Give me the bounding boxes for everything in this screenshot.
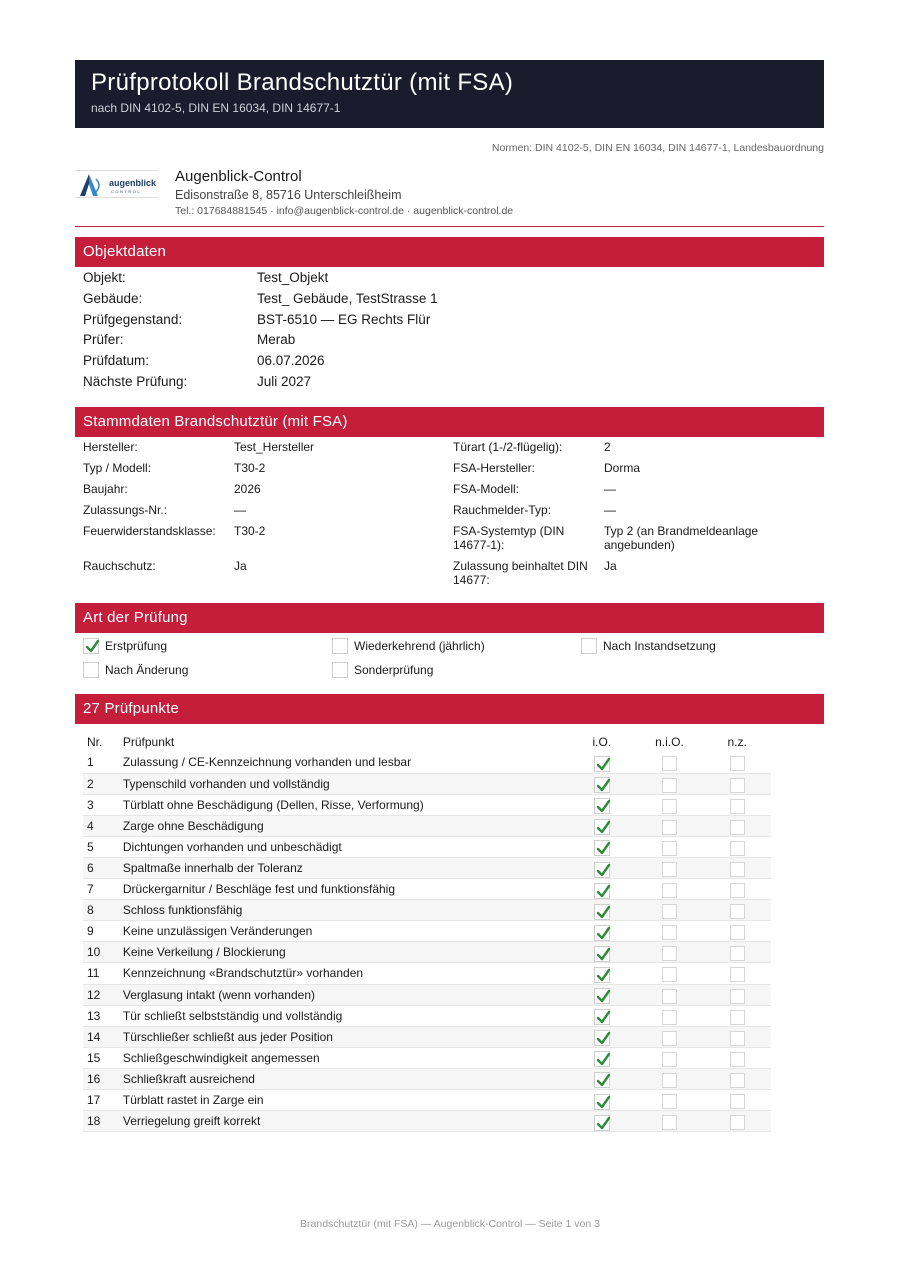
cell-nz [703, 900, 771, 921]
stammdaten-value: T30-2 [234, 524, 266, 538]
row-number: 1 [83, 752, 119, 773]
cell-nz [703, 1005, 771, 1026]
cell-io [568, 1090, 636, 1111]
table-row [83, 1090, 771, 1111]
nio-checkbox[interactable] [662, 820, 677, 835]
cell-nz [703, 879, 771, 900]
stammdaten-value: — [234, 503, 246, 517]
art-option[interactable] [581, 638, 716, 654]
nio-checkbox[interactable] [662, 799, 677, 814]
row-pruefpunkt: Dichtungen vorhanden und unbeschädigt [119, 836, 568, 857]
art-checkbox[interactable] [581, 638, 597, 654]
objektdaten-row [83, 270, 438, 291]
art-option[interactable] [332, 662, 433, 678]
cell-nio [636, 942, 704, 963]
stammdaten-key: Rauchschutz: [83, 559, 156, 573]
row-pruefpunkt: Verriegelung greift korrekt [119, 1111, 568, 1132]
row-number: 3 [83, 794, 119, 815]
io-checkbox[interactable] [594, 756, 610, 772]
io-checkbox[interactable] [594, 988, 610, 1004]
cell-nz [703, 815, 771, 836]
stammdaten-value: Dorma [604, 461, 641, 475]
col-header-nr: Nr. [87, 734, 103, 749]
cell-io [568, 900, 636, 921]
col-header-io: i.O. [592, 734, 612, 749]
objektdaten-value: 06.07.2026 [257, 353, 325, 369]
row-pruefpunkt: Zarge ohne Beschädigung [119, 815, 568, 836]
art-option[interactable] [332, 638, 485, 654]
io-checkbox[interactable] [594, 1051, 610, 1067]
cell-io [568, 773, 636, 794]
cell-nz [703, 857, 771, 878]
io-checkbox[interactable] [594, 862, 610, 878]
nio-checkbox[interactable] [662, 1094, 677, 1109]
table-row [83, 794, 771, 815]
row-number: 15 [83, 1047, 119, 1068]
stammdaten-row [83, 482, 823, 503]
row-number: 17 [83, 1090, 119, 1111]
nio-checkbox[interactable] [662, 1010, 677, 1025]
nz-checkbox[interactable] [730, 883, 745, 898]
row-number: 18 [83, 1111, 119, 1132]
row-number: 2 [83, 773, 119, 794]
cell-io [568, 879, 636, 900]
art-checkbox[interactable] [83, 638, 99, 654]
cell-nz [703, 963, 771, 984]
checkmark-icon [596, 1010, 611, 1025]
page-footer: Brandschutztür (mit FSA) — Augenblick-Control — Seite 1 von 3 [300, 1218, 600, 1230]
cell-nio [636, 752, 704, 773]
objektdaten-value: Juli 2027 [257, 373, 312, 389]
io-checkbox[interactable] [594, 1072, 610, 1088]
stammdaten-value: Ja [234, 559, 247, 573]
logo-subtext: CONTROL [111, 189, 142, 194]
normen-line: Normen: DIN 4102-5, DIN EN 16034, DIN 14677-1, Landesbauordnung [491, 142, 824, 154]
checkmark-icon [596, 799, 611, 814]
objektdaten-value: Test_Objekt [257, 270, 329, 285]
checkmark-icon [596, 968, 611, 983]
nz-checkbox[interactable] [730, 1052, 745, 1067]
row-pruefpunkt: Schließgeschwindigkeit angemessen [119, 1047, 568, 1068]
stammdaten-key: Typ / Modell: [83, 461, 152, 475]
checkmark-icon [596, 989, 611, 1004]
io-checkbox[interactable] [594, 1115, 610, 1131]
cell-nz [703, 773, 771, 794]
table-row [83, 1005, 771, 1026]
nz-checkbox[interactable] [730, 1010, 745, 1025]
row-number: 8 [83, 900, 119, 921]
objektdaten-value: BST-6510 — EG Rechts Flür [257, 311, 431, 327]
table-row [83, 921, 771, 942]
nz-checkbox[interactable] [730, 841, 745, 856]
cell-nio [636, 984, 704, 1005]
io-checkbox[interactable] [594, 1094, 610, 1110]
company-block [75, 165, 824, 227]
row-number: 6 [83, 857, 119, 878]
row-number: 12 [83, 984, 119, 1005]
art-option[interactable] [83, 662, 188, 678]
stammdaten-key: Baujahr: [83, 482, 128, 496]
stammdaten-value: — [604, 503, 616, 517]
row-pruefpunkt: Schloss funktionsfähig [119, 900, 568, 921]
checkmark-icon [596, 947, 611, 962]
cell-nio [636, 1026, 704, 1047]
nio-checkbox[interactable] [662, 841, 677, 856]
nz-checkbox[interactable] [730, 1073, 745, 1088]
nio-checkbox[interactable] [662, 925, 677, 940]
stammdaten-key: Zulassungs-Nr.: [83, 503, 168, 517]
cell-io [568, 1047, 636, 1068]
checkmark-icon [596, 1031, 611, 1046]
nz-checkbox[interactable] [730, 778, 745, 793]
cell-io [568, 1005, 636, 1026]
nz-checkbox[interactable] [730, 862, 745, 877]
nz-checkbox[interactable] [730, 946, 745, 961]
cell-io [568, 815, 636, 836]
checkmark-icon [596, 1095, 611, 1110]
stammdaten-key: FSA-Systemtyp (DIN 14677-1): [453, 524, 565, 552]
objektdaten-row [83, 291, 438, 312]
section-header-pruefpunkte: 27 Prüfpunkte [75, 694, 824, 724]
nio-checkbox[interactable] [662, 904, 677, 919]
row-pruefpunkt: Typenschild vorhanden und vollständig [119, 773, 568, 794]
stammdaten-value: — [604, 482, 616, 496]
art-option-label: Wiederkehrend (jährlich) [354, 639, 485, 653]
objektdaten-value: Test_ Gebäude, TestStrasse 1 [257, 290, 438, 306]
checkmark-icon [596, 926, 611, 941]
cell-nio [636, 921, 704, 942]
io-checkbox[interactable] [594, 819, 610, 835]
table-row [83, 752, 771, 773]
row-number: 16 [83, 1068, 119, 1089]
table-header-row [83, 731, 771, 752]
cell-nio [636, 794, 704, 815]
art-option-label: Nach Instandsetzung [603, 639, 716, 653]
stammdaten-row [83, 524, 823, 559]
objektdaten-value: Merab [257, 332, 296, 348]
cell-nz [703, 1090, 771, 1111]
objektdaten-row [83, 332, 438, 353]
io-checkbox[interactable] [594, 1030, 610, 1046]
cell-io [568, 942, 636, 963]
stammdaten-grid [83, 440, 823, 594]
cell-nz [703, 942, 771, 963]
checkmark-icon [596, 778, 611, 793]
art-option-label: Sonderprüfung [354, 663, 434, 677]
table-row [83, 857, 771, 878]
nz-checkbox[interactable] [730, 925, 745, 940]
objektdaten-key: Nächste Prüfung: [83, 373, 188, 389]
col-header-nio: n.i.O. [655, 734, 684, 749]
cell-nio [636, 1111, 704, 1132]
table-row [83, 1111, 771, 1132]
io-checkbox[interactable] [594, 840, 610, 856]
pruefpunkte-table [83, 731, 771, 1132]
objektdaten-list [83, 270, 438, 395]
row-pruefpunkt: Keine Verkeilung / Blockierung [119, 942, 568, 963]
nio-checkbox[interactable] [662, 1031, 677, 1046]
company-name: Augenblick-Control [175, 168, 302, 185]
cell-io [568, 984, 636, 1005]
nio-checkbox[interactable] [662, 883, 677, 898]
objektdaten-key: Prüfgegenstand: [83, 311, 183, 327]
row-pruefpunkt: Schließkraft ausreichend [119, 1068, 568, 1089]
row-pruefpunkt: Zulassung / CE-Kennzeichnung vorhanden und lesbar [119, 752, 568, 773]
company-logo [75, 170, 159, 198]
table-row [83, 984, 771, 1005]
table-row [83, 1068, 771, 1089]
io-checkbox[interactable] [594, 777, 610, 793]
objektdaten-key: Prüfdatum: [83, 353, 150, 369]
stammdaten-value: Ja [604, 559, 617, 573]
row-pruefpunkt: Kennzeichnung «Brandschutztür» vorhanden [119, 963, 568, 984]
nz-checkbox[interactable] [730, 989, 745, 1004]
stammdaten-key: FSA-Hersteller: [453, 461, 536, 475]
art-checkbox[interactable] [332, 662, 348, 678]
nz-checkbox[interactable] [730, 799, 745, 814]
stammdaten-key: Türart (1-/2-flügelig): [453, 440, 563, 454]
stammdaten-value: Typ 2 (an Brandmeldeanlage angebunden) [604, 524, 759, 552]
cell-nio [636, 773, 704, 794]
row-number: 10 [83, 942, 119, 963]
table-row [83, 963, 771, 984]
objektdaten-row [83, 312, 438, 333]
document-subtitle: nach DIN 4102-5, DIN EN 16034, DIN 14677-1 [91, 101, 341, 115]
document-title: Prüfprotokoll Brandschutztür (mit FSA) [91, 69, 514, 96]
nz-checkbox[interactable] [730, 904, 745, 919]
io-checkbox[interactable] [594, 925, 610, 941]
io-checkbox[interactable] [594, 946, 610, 962]
cell-nz [703, 1068, 771, 1089]
cell-io [568, 836, 636, 857]
cell-io [568, 1068, 636, 1089]
stammdaten-key: Hersteller: [83, 440, 138, 454]
col-header-nz: n.z. [727, 734, 747, 749]
art-option-label: Erstprüfung [105, 639, 168, 653]
col-header-pruefpunkt: Prüfpunkt [122, 734, 175, 749]
cell-io [568, 857, 636, 878]
cell-nz [703, 794, 771, 815]
row-pruefpunkt: Verglasung intakt (wenn vorhanden) [119, 984, 568, 1005]
section-header-stammdaten: Stammdaten Brandschutztür (mit FSA) [75, 407, 824, 437]
io-checkbox[interactable] [594, 883, 610, 899]
cell-io [568, 794, 636, 815]
objektdaten-row [83, 374, 438, 395]
nz-checkbox[interactable] [730, 1031, 745, 1046]
table-row [83, 815, 771, 836]
row-number: 9 [83, 921, 119, 942]
stammdaten-row [83, 461, 823, 482]
row-number: 11 [83, 963, 119, 984]
cell-nz [703, 984, 771, 1005]
checkmark-icon [596, 1116, 611, 1131]
stammdaten-key: Feuerwiderstandsklasse: [83, 524, 216, 538]
cell-nio [636, 963, 704, 984]
cell-nz [703, 752, 771, 773]
io-checkbox[interactable] [594, 904, 610, 920]
nz-checkbox[interactable] [730, 967, 745, 982]
io-checkbox[interactable] [594, 1009, 610, 1025]
stammdaten-row [83, 440, 823, 461]
cell-nz [703, 921, 771, 942]
cell-nio [636, 857, 704, 878]
logo-text: augenblick [109, 178, 157, 188]
nio-checkbox[interactable] [662, 1073, 677, 1088]
stammdaten-value: T30-2 [234, 461, 266, 475]
objektdaten-row [83, 353, 438, 374]
nz-checkbox[interactable] [730, 1115, 745, 1130]
cell-nz [703, 1111, 771, 1132]
stammdaten-value: 2 [604, 440, 611, 454]
checkmark-icon [596, 884, 611, 899]
cell-nio [636, 1068, 704, 1089]
objektdaten-key: Gebäude: [83, 290, 143, 306]
checkmark-icon [596, 863, 611, 878]
row-number: 14 [83, 1026, 119, 1047]
art-checkbox[interactable] [83, 662, 99, 678]
stammdaten-row [83, 559, 823, 594]
stammdaten-key: Zulassung beinhaltet DIN 14677: [453, 559, 588, 587]
row-pruefpunkt: Keine unzulässigen Veränderungen [119, 921, 568, 942]
table-row [83, 773, 771, 794]
cell-io [568, 921, 636, 942]
nio-checkbox[interactable] [662, 1052, 677, 1067]
checkmark-icon [85, 639, 100, 654]
cell-nio [636, 879, 704, 900]
cell-io [568, 963, 636, 984]
nz-checkbox[interactable] [730, 820, 745, 835]
section-header-objektdaten: Objektdaten [75, 237, 824, 267]
cell-nio [636, 1090, 704, 1111]
objektdaten-key: Objekt: [83, 270, 126, 285]
cell-io [568, 1111, 636, 1132]
nio-checkbox[interactable] [662, 967, 677, 982]
table-row [83, 900, 771, 921]
cell-nio [636, 815, 704, 836]
cell-nz [703, 1026, 771, 1047]
nio-checkbox[interactable] [662, 989, 677, 1004]
cell-nio [636, 1005, 704, 1026]
nio-checkbox[interactable] [662, 756, 677, 771]
document-title-bar [75, 60, 824, 128]
nio-checkbox[interactable] [662, 946, 677, 961]
cell-io [568, 1026, 636, 1047]
io-checkbox[interactable] [594, 967, 610, 983]
row-pruefpunkt: Türschließer schließt aus jeder Position [119, 1026, 568, 1047]
stammdaten-row [83, 503, 823, 524]
row-number: 4 [83, 815, 119, 836]
row-number: 7 [83, 879, 119, 900]
art-option[interactable] [83, 638, 167, 654]
row-pruefpunkt: Türblatt rastet in Zarge ein [119, 1090, 568, 1111]
row-number: 5 [83, 836, 119, 857]
row-pruefpunkt: Spaltmaße innerhalb der Toleranz [119, 857, 568, 878]
cell-nio [636, 836, 704, 857]
checkmark-icon [596, 1052, 611, 1067]
stammdaten-key: FSA-Modell: [453, 482, 520, 496]
checkmark-icon [596, 1073, 611, 1088]
checkmark-icon [596, 820, 611, 835]
cell-nio [636, 1047, 704, 1068]
section-header-art: Art der Prüfung [75, 603, 824, 633]
nio-checkbox[interactable] [662, 862, 677, 877]
table-row [83, 942, 771, 963]
cell-nz [703, 1047, 771, 1068]
nio-checkbox[interactable] [662, 1115, 677, 1130]
nz-checkbox[interactable] [730, 756, 745, 771]
checkmark-icon [596, 757, 611, 772]
cell-io [568, 752, 636, 773]
cell-nio [636, 900, 704, 921]
table-row [83, 1026, 771, 1047]
row-pruefpunkt: Türblatt ohne Beschädigung (Dellen, Risse, Verformung) [119, 794, 568, 815]
company-address: Edisonstraße 8, 85716 Unterschleißheim [175, 188, 402, 202]
nio-checkbox[interactable] [662, 778, 677, 793]
stammdaten-value: Test_Hersteller [234, 440, 315, 454]
table-row [83, 879, 771, 900]
art-option-label: Nach Änderung [105, 663, 189, 677]
cell-nz [703, 836, 771, 857]
checkmark-icon [596, 841, 611, 856]
table-row [83, 1047, 771, 1068]
stammdaten-value: 2026 [234, 482, 261, 496]
stammdaten-key: Rauchmelder-Typ: [453, 503, 552, 517]
checkmark-icon [596, 905, 611, 920]
row-pruefpunkt: Tür schließt selbstständig und vollständig [119, 1005, 568, 1026]
objektdaten-key: Prüfer: [83, 332, 124, 348]
company-contact: Tel.: 017684881545 · info@augenblick-control.de · augenblick-control.de [175, 205, 514, 217]
logo-a-icon [77, 173, 105, 197]
nz-checkbox[interactable] [730, 1094, 745, 1109]
table-row [83, 836, 771, 857]
io-checkbox[interactable] [594, 798, 610, 814]
art-checkbox[interactable] [332, 638, 348, 654]
row-number: 13 [83, 1005, 119, 1026]
row-pruefpunkt: Drückergarnitur / Beschläge fest und funktionsfähig [119, 879, 568, 900]
